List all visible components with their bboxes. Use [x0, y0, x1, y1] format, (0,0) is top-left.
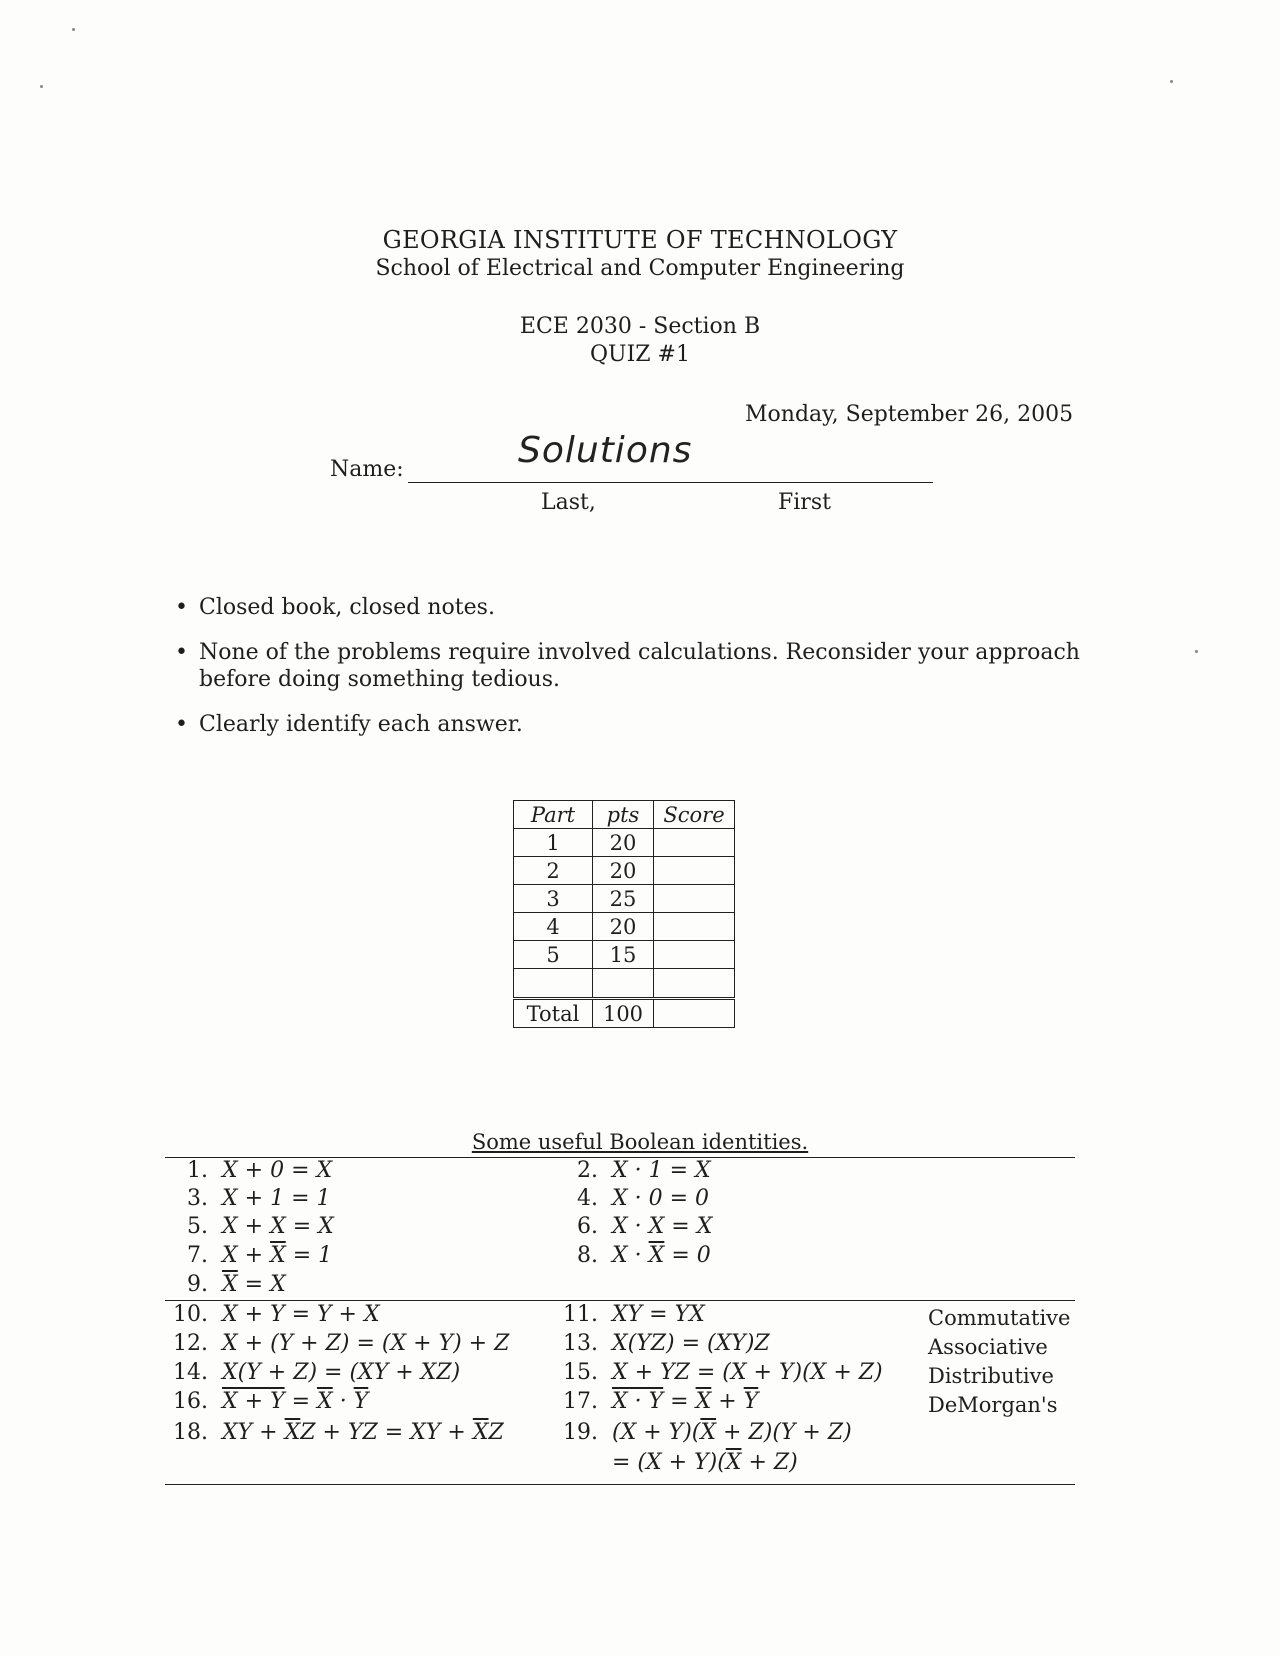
part-cell: 3 — [514, 885, 593, 913]
part-cell: 4 — [514, 913, 593, 941]
identity-9: 9. X = X — [187, 1272, 286, 1297]
identity-12: 12. X + (Y + Z) = (X + Y) + Z — [173, 1331, 510, 1356]
scan-speck — [40, 85, 43, 88]
institution-name: GEORGIA INSTITUTE OF TECHNOLOGY — [382, 226, 898, 254]
identity-17: 17. $X \cdot Y = \overline{X} + \overline{Y}$ — [563, 1389, 759, 1414]
pts-cell: 15 — [593, 941, 654, 969]
score-cell — [654, 857, 735, 885]
part-cell: 2 — [514, 857, 593, 885]
identity-8: 8. $X \cdot \overline{X} = 0$ — [577, 1243, 711, 1268]
identity-19: 19. $(X + Y)(\overline{X} + Z)(Y + Z)$ — [563, 1420, 852, 1445]
instruction-item: • None of the problems require involved calculations. Reconsider your approach before doing something tedious. — [175, 639, 1120, 693]
identity-16: 16. $X + Y = \overline{X} \cdot \overline{Y}$ — [173, 1389, 369, 1414]
score-cell — [654, 913, 735, 941]
law-associative: Associative — [928, 1335, 1048, 1359]
identity-7: 7. $X + \overline{X} = 1$ — [187, 1243, 333, 1268]
quiz-title: QUIZ #1 — [590, 342, 690, 367]
header-score: Score — [654, 801, 735, 829]
total-score — [654, 999, 735, 1028]
score-table — [513, 800, 735, 1028]
instruction-item: • Closed book, closed notes. — [175, 594, 1120, 621]
identity-18: 18. XY + $\overline{X}Z$ + YZ = XY + $\overline{X}Z$ — [173, 1420, 504, 1445]
name-label: Name: — [330, 457, 404, 482]
table-row — [514, 913, 735, 941]
pts-cell: 20 — [593, 829, 654, 857]
name-underline — [408, 482, 933, 483]
identity-4: 4. X · 0 = 0 — [577, 1186, 710, 1211]
quiz-date: Monday, September 26, 2005 — [745, 402, 1074, 427]
identity-3: 3. X + 1 = 1 — [187, 1186, 331, 1211]
identity-15: 15. X + YZ = (X + Y)(X + Z) — [563, 1360, 883, 1385]
header-part: Part — [514, 801, 593, 829]
identities-mid-rule — [165, 1300, 1075, 1301]
identity-19-continued: = $(X + Y)(\overline{X} + Z)$ — [612, 1450, 798, 1475]
score-cell — [654, 941, 735, 969]
total-label: Total — [514, 999, 593, 1028]
identity-13: 13. X(YZ) = (XY)Z — [563, 1331, 770, 1356]
blank-row — [514, 969, 735, 999]
identities-bottom-rule — [165, 1484, 1075, 1485]
score-cell — [654, 885, 735, 913]
part-cell: 1 — [514, 829, 593, 857]
table-row — [514, 941, 735, 969]
last-name-label: Last, — [541, 490, 596, 515]
score-table-header — [514, 801, 735, 829]
first-name-label: First — [778, 490, 831, 515]
part-cell: 5 — [514, 941, 593, 969]
identity-10: 10. X + Y = Y + X — [173, 1302, 380, 1327]
identity-11: 11. XY = YX — [563, 1302, 705, 1327]
pts-cell: 20 — [593, 913, 654, 941]
header-pts: pts — [593, 801, 654, 829]
identity-2: 2. X · 1 = X — [577, 1158, 711, 1183]
identity-14: 14. X(Y + Z) = (XY + XZ) — [173, 1360, 461, 1385]
scan-speck — [72, 28, 75, 31]
total-row — [514, 999, 735, 1028]
pts-cell: 25 — [593, 885, 654, 913]
identity-6: 6. X · X = X — [577, 1214, 713, 1239]
score-cell — [654, 829, 735, 857]
table-row — [514, 829, 735, 857]
pts-cell: 20 — [593, 857, 654, 885]
law-distributive: Distributive — [928, 1364, 1054, 1388]
table-row — [514, 857, 735, 885]
identities-title: Some useful Boolean identities. — [471, 1130, 809, 1154]
identity-1: 1. X + 0 = X — [187, 1158, 333, 1183]
scan-speck — [1195, 650, 1198, 653]
instruction-item: • Clearly identify each answer. — [175, 711, 1120, 738]
law-demorgan: DeMorgan's — [928, 1393, 1058, 1417]
total-pts: 100 — [593, 999, 654, 1028]
scan-speck — [1170, 80, 1173, 83]
handwritten-name: Solutions — [518, 430, 693, 471]
instructions-list — [175, 594, 1120, 756]
course-title: ECE 2030 - Section B — [519, 314, 761, 339]
identity-5: 5. X + X = X — [187, 1214, 334, 1239]
law-commutative: Commutative — [928, 1306, 1071, 1330]
school-name: School of Electrical and Computer Engineering — [375, 256, 905, 281]
table-row — [514, 885, 735, 913]
